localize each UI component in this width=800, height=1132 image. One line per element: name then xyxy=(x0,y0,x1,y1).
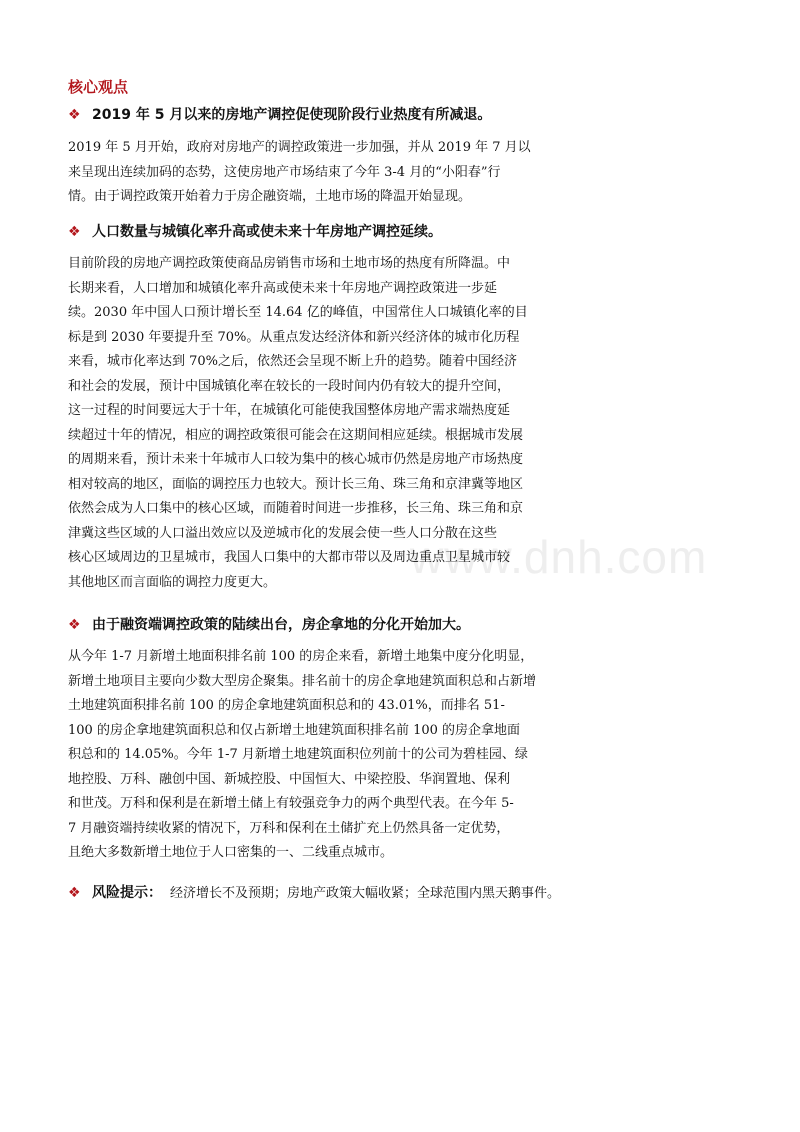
diamond-bullet-icon: ❖ xyxy=(68,885,81,901)
section-heading-text: 由于融资端调控政策的陆续出台，房企拿地的分化开始加大。 xyxy=(92,617,470,633)
paragraph-line: 情。由于调控政策开始着力于房企融资端，土地市场的降温开始显现。 xyxy=(68,189,472,204)
section-heading-2 xyxy=(68,219,728,245)
paragraph-line: 地控股、万科、融创中国、新城控股、中国恒大、中梁控股、华润置地、保利 xyxy=(68,771,511,787)
paragraph-line: 核心区域周边的卫星城市，我国人口集中的大都市带以及周边重点卫星城市较 xyxy=(68,550,511,565)
paragraph-line: 续超过十年的情况，相应的调控政策很可能会在这期间相应延续。根据城市发展 xyxy=(68,427,524,443)
paragraph-line: 和世茂。万科和保利是在新增土储上有较强竞争力的两个典型代表。在今年 5- xyxy=(68,796,514,811)
paragraph-line: 2019 年 5 月开始，政府对房地产的调控政策进一步加强，并从 2019 年 7 月以 xyxy=(68,140,531,155)
section-paragraph-3 xyxy=(68,645,600,866)
paragraph-line: 来看，城市化率达到 70%之后，依然还会呈现不断上升的趋势。随着中国经济 xyxy=(68,354,518,369)
paragraph-line: 续。2030 年中国人口预计增长至 14.64 亿的峰值，中国常住人口城镇化率的目 xyxy=(68,305,528,320)
paragraph-line: 其他地区而言面临的调控力度更大。 xyxy=(68,574,277,590)
paragraph-line: 相对较高的地区，面临的调控压力也较大。预计长三角、珠三角和京津冀等地区 xyxy=(68,476,524,492)
page-title: 核心观点 xyxy=(68,78,129,96)
paragraph-line: 的周期来看，预计未来十年城市人口较为集中的核心城市仍然是房地产市场热度 xyxy=(68,452,524,467)
paragraph-line: 这一过程的时间要远大于十年，在城镇化可能使我国整体房地产需求端热度延 xyxy=(68,403,511,418)
section-heading-3 xyxy=(68,612,728,638)
paragraph-line: 积总和的 14.05%。今年 1-7 月新增土地建筑面积位列前十的公司为碧桂园、绿 xyxy=(68,747,528,762)
paragraph-line: 和社会的发展，预计中国城镇化率在较长的一段时间内仍有较大的提升空间， xyxy=(68,378,511,394)
section-heading-text: 2019 年 5 月以来的房地产调控促使现阶段行业热度有所减退。 xyxy=(92,107,492,123)
paragraph-line: 标是到 2030 年要提升至 70%。从重点发达经济体和新兴经济体的城市化历程 xyxy=(68,329,520,345)
paragraph-line: 来呈现出连续加码的态势，这使房地产市场结束了今年 3-4 月的“小阳春”行 xyxy=(68,164,501,180)
paragraph-line: 7 月融资端持续收紧的情况下，万科和保利在土储扩充上仍然具备一定优势， xyxy=(68,820,510,836)
diamond-bullet-icon: ❖ xyxy=(68,107,81,123)
paragraph-line: 从今年 1-7 月新增土地面积排名前 100 的房企来看，新增土地集中度分化明显， xyxy=(68,649,534,664)
section-paragraph-2 xyxy=(68,252,600,595)
paragraph-line: 津冀这些区域的人口溢出效应以及逆城市化的发展会使一些人口分散在这些 xyxy=(68,525,498,541)
diamond-bullet-icon: ❖ xyxy=(68,224,81,240)
paragraph-line: 目前阶段的房地产调控政策使商品房销售市场和土地市场的热度有所降温。中 xyxy=(68,256,511,271)
watermark: www.dnh.com xyxy=(410,531,708,583)
paragraph-line: 依然会成为人口集中的核心区域，而随着时间进一步推移，长三角、珠三角和京 xyxy=(68,501,524,516)
paragraph-line: 且绝大多数新增土地位于人口密集的一、二线重点城市。 xyxy=(68,845,394,860)
paragraph-line: 100 的房企拿地建筑面积总和仅占新增土地建筑面积排名前 100 的房企拿地面 xyxy=(68,722,521,738)
paragraph-line: 长期来看，人口增加和城镇化率升高或使未来十年房地产调控政策进一步延 xyxy=(68,280,498,296)
paragraph-line: 新增土地项目主要向少数大型房企聚集。排名前十的房企拿地建筑面积总和占新增 xyxy=(68,673,537,689)
risk-label: 风险提示： xyxy=(92,885,162,901)
risk-warning xyxy=(68,880,728,906)
section-heading-1 xyxy=(68,102,728,128)
section-paragraph-1 xyxy=(68,136,600,210)
risk-text: 经济增长不及预期；房地产政策大幅收紧；全球范围内黑天鹅事件。 xyxy=(170,886,561,901)
diamond-bullet-icon: ❖ xyxy=(68,617,81,633)
paragraph-line: 土地建筑面积排名前 100 的房企拿地建筑面积总和的 43.01%，而排名 51- xyxy=(68,698,505,713)
section-heading-text: 人口数量与城镇化率升高或使未来十年房地产调控延续。 xyxy=(92,224,442,240)
